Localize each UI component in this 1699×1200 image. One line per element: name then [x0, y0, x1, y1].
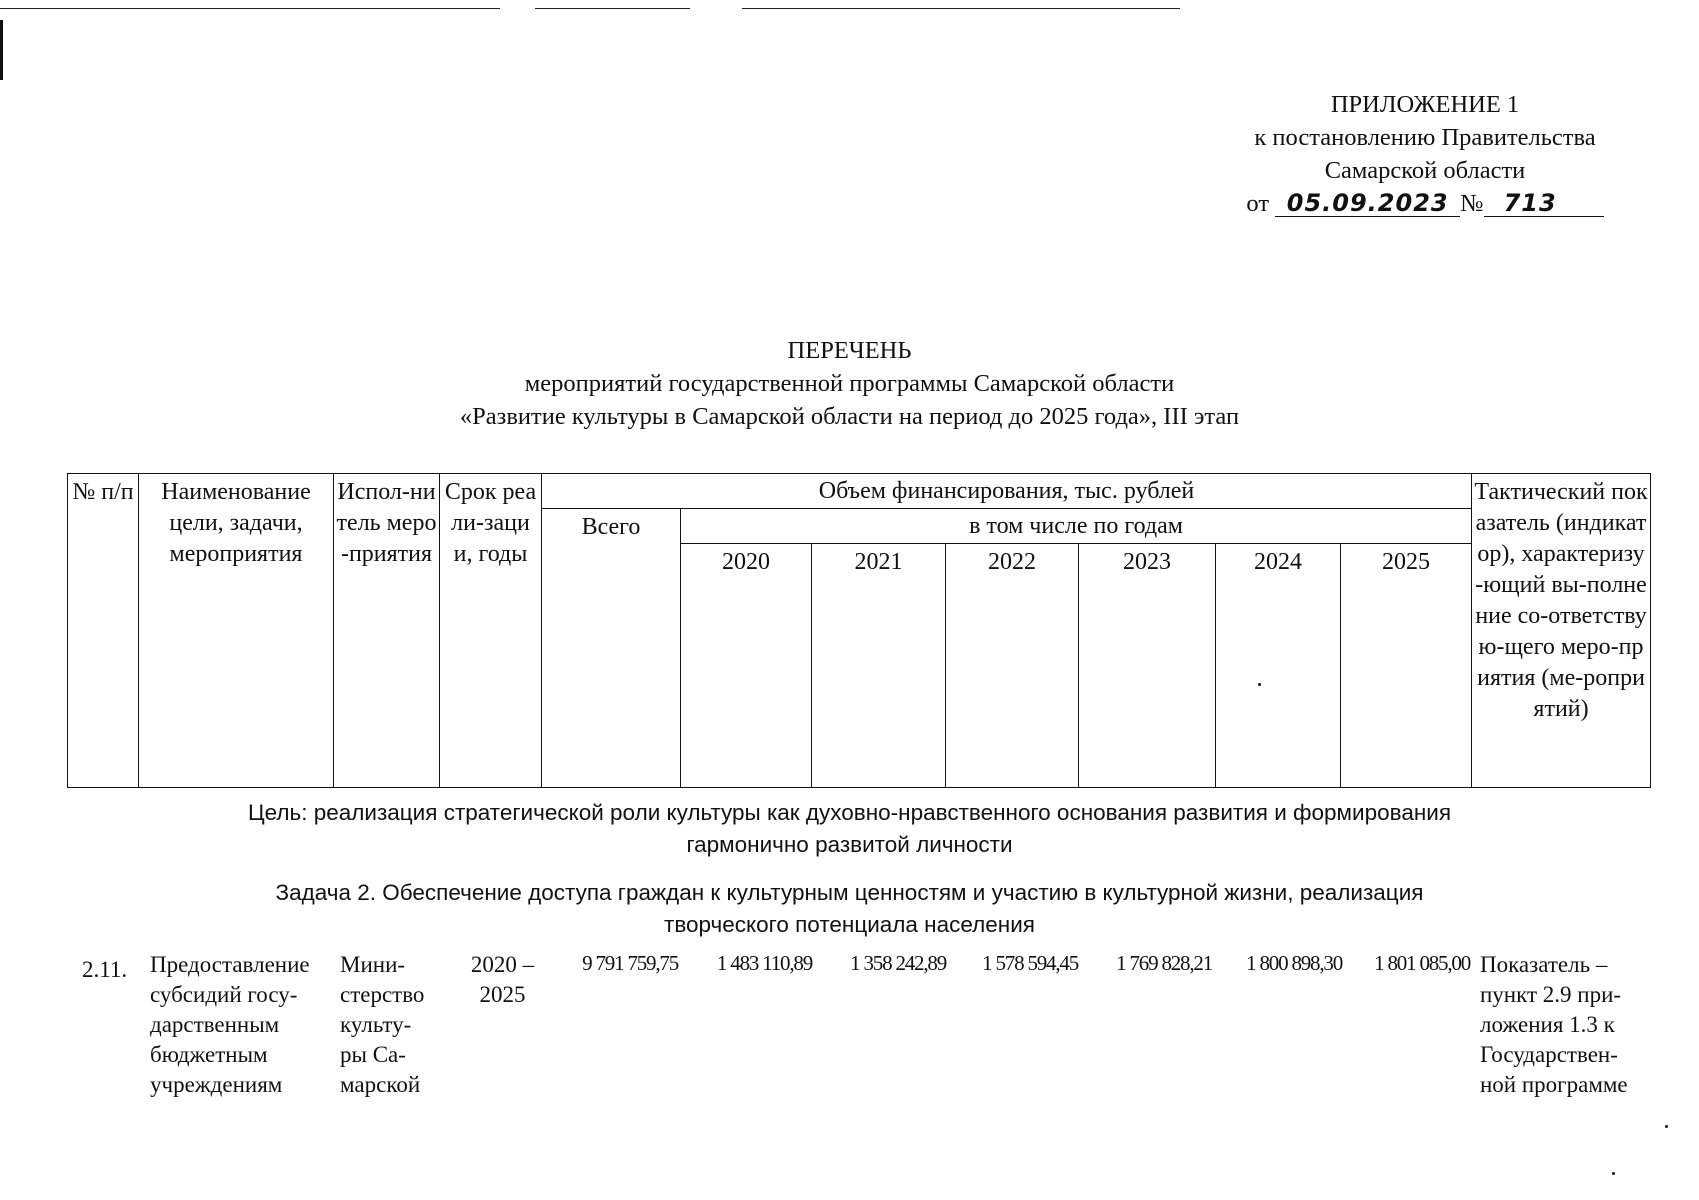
header-col-number: № п/п	[68, 474, 139, 788]
row-indicator-line: ложения 1.3 к	[1480, 1012, 1615, 1037]
header-year: 2022	[946, 544, 1079, 788]
row-executor-line: Мини-	[340, 952, 406, 977]
row-name-line: дарственным	[150, 1012, 280, 1037]
header-year: 2024	[1216, 544, 1341, 788]
row-period-line: 2025	[479, 982, 526, 1007]
scan-border-line	[0, 8, 500, 9]
header-col-funding: Объем финансирования, тыс. рублей	[542, 474, 1472, 509]
number-sign: №	[1460, 190, 1484, 217]
appendix-title: ПРИЛОЖЕНИЕ 1	[1330, 91, 1520, 118]
header-year: 2025	[1341, 544, 1472, 788]
appendix-line: Самарской области	[1324, 157, 1526, 184]
header-col-by-years: в том числе по годам	[681, 509, 1472, 544]
scan-speck	[1612, 1172, 1615, 1175]
row-name-line: субсидий госу-	[150, 982, 298, 1007]
header-col-total: Всего	[542, 509, 681, 788]
row-total: 9 791 759,75	[582, 951, 678, 975]
row-number: 2.11.	[82, 957, 128, 982]
goal-line: Цель: реализация стратегической роли культуры как духовно-нравственного основания развития и формирования	[247, 800, 1452, 825]
row-value-2022: 1 578 594,45	[982, 951, 1078, 975]
row-value-2025: 1 801 085,00	[1374, 951, 1470, 975]
header-col-indicator: Тактический показатель (индикатор), характеризу-ющий вы-полнение со-ответствую-щего меро-приятия (ме-роприятий)	[1472, 474, 1651, 788]
row-executor	[340, 950, 440, 1100]
row-value-2021: 1 358 242,89	[850, 951, 946, 975]
row-name-line: бюджетным	[150, 1042, 268, 1067]
row-indicator-line: ной программе	[1480, 1072, 1628, 1097]
header-year: 2023	[1079, 544, 1216, 788]
appendix-block	[1200, 88, 1650, 220]
row-executor-line: культу-	[340, 1012, 412, 1037]
row-indicator	[1480, 950, 1650, 1100]
row-value-2020: 1 483 110,89	[716, 951, 812, 975]
document-subtitle: «Развитие культуры в Самарской области на период до 2025 года», III этап	[459, 403, 1240, 430]
scan-speck	[1258, 683, 1261, 686]
scan-border-line	[742, 8, 1180, 9]
header-col-executor: Испол-нитель меро-приятия	[334, 474, 440, 788]
date-prefix: от	[1246, 190, 1270, 217]
row-name-line: Предоставление	[150, 952, 310, 977]
scan-border-line	[535, 8, 690, 9]
header-year: 2021	[812, 544, 946, 788]
row-executor-line: ры Са-	[340, 1042, 406, 1067]
appendix-date-row	[1200, 187, 1650, 220]
appendix-line: к постановлению Правительства	[1254, 124, 1596, 151]
row-period	[455, 950, 550, 1010]
scan-edge-mark	[0, 20, 3, 80]
document-heading	[0, 334, 1699, 433]
handwritten-date: 05.09.2023	[1275, 190, 1460, 217]
task-line: творческого потенциала населения	[664, 912, 1035, 937]
header-year: 2020	[681, 544, 812, 788]
document-subtitle: мероприятий государственной программы Самарской области	[524, 370, 1175, 397]
document-title: ПЕРЕЧЕНЬ	[787, 337, 912, 364]
row-period-line: 2020 –	[470, 952, 535, 977]
row-indicator-line: Показатель –	[1480, 952, 1608, 977]
goal-line: гармонично развитой личности	[686, 832, 1013, 857]
scan-speck	[1665, 1125, 1668, 1128]
row-name-line: учреждениям	[150, 1072, 283, 1097]
goal-statement	[0, 797, 1699, 861]
row-executor-line: марской	[340, 1072, 421, 1097]
row-indicator-line: Государствен-	[1480, 1042, 1618, 1067]
header-col-period: Срок реали-зации, годы	[440, 474, 542, 788]
measures-table-header	[67, 473, 1651, 788]
row-value-2023: 1 769 828,21	[1116, 951, 1212, 975]
task-line: Задача 2. Обеспечение доступа граждан к культурным ценностям и участию в культурной жизни, реализация	[275, 880, 1424, 905]
row-indicator-line: пункт 2.9 при-	[1480, 982, 1622, 1007]
handwritten-number: 713	[1484, 190, 1604, 217]
row-name	[150, 950, 335, 1100]
task-statement	[0, 877, 1699, 941]
row-value-2024: 1 800 898,30	[1246, 951, 1342, 975]
row-executor-line: стерство	[340, 982, 425, 1007]
header-col-name: Наименование цели, задачи, мероприятия	[139, 474, 334, 788]
